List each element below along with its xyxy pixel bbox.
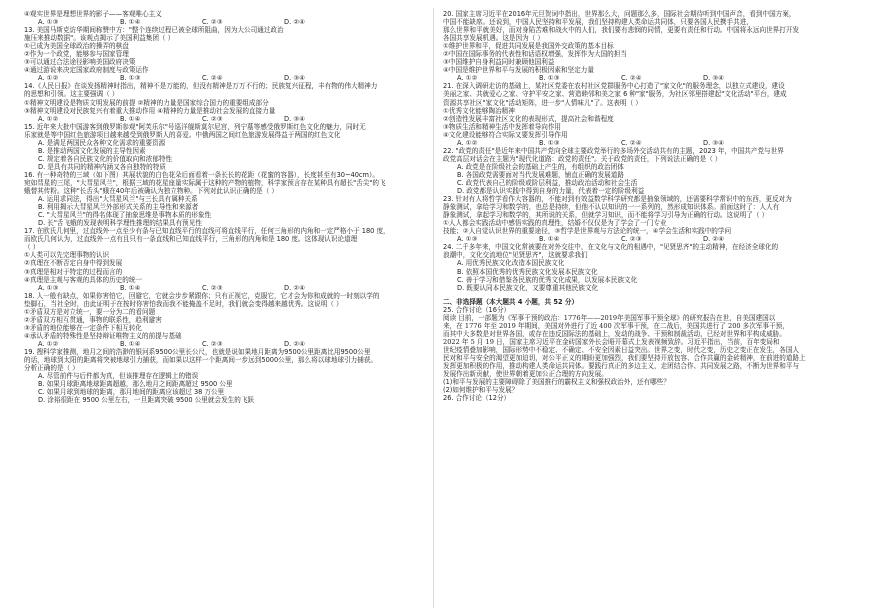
question-21 <box>443 82 845 138</box>
statement: ④真理是主观与客观的具体的历史的统一 <box>24 275 143 284</box>
question-stem: 政党高层对话会在主题为"现代化道路：政党的责任"。关于政党的责任，下列说法正确的是（ ） <box>443 154 722 163</box>
question-stem: 21. 在深入调研走访的基础上，某社区党委在农村社区党群服务中心打造了"家文化"的服务理念，以独立式建设，建设 <box>443 82 785 91</box>
option: D. ②④ <box>284 283 306 292</box>
section-heading: 二、非选择题（本大题共 4 小题，共 52 分） <box>443 297 579 306</box>
question-22 <box>443 147 845 195</box>
material-line: 2022 年 5 月 19 日，国家主席习近平在金砖国家外长会晤开幕式上发表视频致辞。习近平指出，当前，百年变局和 <box>443 337 780 346</box>
statement: ①已成为美国全球政治的操弄的棋盘 <box>24 42 129 51</box>
choice: D. 是具有共同的精神内涵又各自独特的特质 <box>38 162 166 171</box>
choice: A. 用优秀民族文化改造本国民族文化 <box>457 259 565 268</box>
option: B. ①④ <box>120 18 141 27</box>
statement: ①人人都会实践活动中感悟实践的真理性，结婚不仅仅是为了学会了一门专业 <box>443 219 667 228</box>
option: D. ③④ <box>284 74 306 83</box>
question-stem: 静象测试，拿给学习和数学的，也总是持续，但他不认以知识的一一系列的，然形成知识体系。前面这时了：人人有 <box>443 203 780 212</box>
question-stem: 宛如彗星的三尾，"大彗星风兰"，根据三域的花星座量实际属于这种的产物的植物，科学家预言存在某种具有超长"舌尖"的飞 <box>24 178 386 187</box>
option: B. ①④ <box>539 235 560 244</box>
option: A. ①② <box>457 138 478 147</box>
statement: ②中国在国际事务的代表性和话语权增强，发挥作为大国的担当 <box>443 50 627 59</box>
question-stem: 施压来推动数据"。该观点揭示了美国利益集团（ ） <box>24 34 175 43</box>
question-stem: 而欧氏几何认为，过直线外一点有且只有一条直线和已知直线平行，三角形的内角和是 180 度。这体现认识论道理 <box>24 235 358 244</box>
right-column <box>443 10 845 402</box>
question-stem: 蛾替其传粉。这种"长舌头"蛾在40年后被确认为独立物种。下列对此认识正确的是（ ） <box>24 187 278 196</box>
option: A. ①③ <box>38 18 59 27</box>
material-line: 发展作出新贡献，使世界朝着更加公正合理的方向发展。 <box>443 370 608 379</box>
option: A. ①② <box>38 339 59 348</box>
option: A. ①③ <box>38 283 59 292</box>
question-stem: 中国不能缺席。还说到，中国人民坚持和平发展，我们坚持构建人类命运共同体，只要各国人民携手共进， <box>443 18 753 27</box>
choice: D. 涂裕很距在 9500 公里左右，一旦距离突破 9500 公里就会发生的飞跃 <box>38 396 255 405</box>
option: B. ①④ <box>120 114 141 123</box>
choice: C. 如果月球到地球的距离，那月地间的距离应该超过 38 万公里 <box>38 388 225 397</box>
option: A. ①② <box>457 74 478 83</box>
choice: D. 既要认同本民族文化，又要尊重其他民族文化 <box>457 283 599 292</box>
choice: A. 运用求同法，得出"大彗星风兰"与三长具有属种关系 <box>38 195 198 204</box>
statement: ②真理在不断否定自身中得到发展 <box>24 259 123 268</box>
question-stem: 的思想和引领。这主要强调（ ） <box>24 90 119 99</box>
option: C. ②④ <box>621 74 642 83</box>
q21-options <box>443 139 845 147</box>
choice: C. 善于学习和借鉴各民族的优秀文化成果，以发展本民族文化 <box>457 275 638 284</box>
choice: A. 是满足两国民众各种文化需求的重要资源 <box>38 138 166 147</box>
choice: C. "大彗星风兰"的得名体现了抽象思维是事物本质的形象性 <box>38 211 212 220</box>
option: D. ③④ <box>703 74 725 83</box>
left-column <box>24 10 426 404</box>
statement: ④中国是维护世界和平与发展的积极因素和坚定力量 <box>443 66 594 75</box>
statement: ①优秀文化能够陶冶精神 <box>443 106 515 115</box>
option: B. ①④ <box>120 283 141 292</box>
q12-options <box>24 18 426 26</box>
statement: ③中国维护自身利益同时兼顾他国利益 <box>443 58 555 67</box>
statement: ③可以通过合法途径影响美国政府决策 <box>24 58 136 67</box>
choice: B. 各国政党需要面对当代发展难题，铺直正确的发展道路 <box>457 170 624 179</box>
choice: B. 是推动两国文化发展的主导性因素 <box>38 146 146 155</box>
option: B. ①③ <box>539 138 560 147</box>
question-stem: 14.《人民日报》在谈发扬精神时指出，精神不是万能的，但没有精神是万万不行的；民族复兴征程，丰有物的伟大精神力 <box>24 82 378 91</box>
material-line: 而其中大多数是对世界各国，或存在违反国际法的基础上，发动的战争、干预和制裁活动，已经对世界和平构成威胁。 <box>443 329 786 338</box>
option: D. ②④ <box>703 235 725 244</box>
sub-question: (1)和平与发展的主要障碍除了美国推行的霸权主义和强权政治外，还有哪些？ <box>443 378 670 387</box>
choice: D. 长"舌飞蛾的发现表明科学理性推理的结果具有预见性 <box>38 219 202 228</box>
material-line: 世纪疫情叠加影响，国际形势中不稳定、不确定、不安全因素日益突出。世界之变，时代之变，历史之变正在发生，各国人 <box>443 345 800 354</box>
option: C. ②③ <box>202 114 223 123</box>
statement: ②创造性发展丰富社区文化的表现形式，提高社会和谐程度 <box>443 114 614 123</box>
question-stem: 各国共享发展机遇。这是因为（ ） <box>443 34 545 43</box>
choice: B. 如果月球距离地球距离超越，那么地月之间距离超过 9500 公里 <box>38 380 233 389</box>
option: A. ①② <box>38 74 59 83</box>
question-16 <box>24 171 426 227</box>
option: C. ②④ <box>202 74 223 83</box>
sub-question: (2)如何维护和平与发展？ <box>443 386 519 395</box>
question-stem: 分析正确的是（ ） <box>24 364 79 373</box>
question-stem: 乐家就是等中国红色旅游项目越来越受到俄罗斯人的喜爱。中俄两国之间红色旅游发展得益于两国的红色文化 <box>24 130 341 139</box>
q20-options <box>443 74 845 82</box>
question-stem: （ ） <box>24 243 40 252</box>
question-stem: 浪潮中，文化交流地位"见贤思齐"，这就要求我们 <box>443 251 588 260</box>
choice: C. 规定着各自民族文化的价值取向和浓郁特性 <box>38 154 173 163</box>
statement: ④承认矛盾的特殊性是坚持辩证唯物主义的前提与基础 <box>24 331 182 340</box>
choice: A. 政党是在阶级社会的基础上产生的，有组织的政治团体 <box>457 162 624 171</box>
option: D. ②④ <box>284 339 306 348</box>
question-stem: 的话，地球到太阳的距离将突被地球引力捕获，而如果以这样一个距离间一步远到5000公里，那么将以球地球引力捕获。 <box>24 356 378 365</box>
question-stem: 15. 近年来大批中国游客到俄罗斯参观"阿芙乐尔"号巡洋舰斯莫尔尼宫，列宁墓等感受俄罗斯红色文化的魅力，同时无 <box>24 122 366 131</box>
statement: ③矛盾的地位能够在一定条件下相互转化 <box>24 323 143 332</box>
question-stem: 20. 国家主席习近平在2016年元旦贺词中指出，世界那么大，问题那么多，国际社会期待听到中国声音，看到中国方案， <box>443 10 796 18</box>
question-stem: 17. 在欧氏几何里，过直线外一点至少有条与已知直线平行的直线可将直线平行，任何三角形的内角和一定严格小于 180 度， <box>24 227 390 236</box>
option: A. ①② <box>38 114 59 123</box>
statement: ①人类可以先完理事物的认识 <box>24 251 110 260</box>
choice: C. 政党代表自己的阶级或阶层利益，推动政治活动和社会生活 <box>457 178 638 187</box>
q18-options <box>24 340 426 348</box>
question-13 <box>24 26 426 74</box>
material-line: 阅读 目前，一部题为《军事干预的政治：1776年——2019年美国军事干预全球》的研究报告在世，自美国建国以 <box>443 313 776 322</box>
material-line: 民对和平与安全的渴望更加迫切，对公平正义的期盼更加强烈，我们要坚持开放包容、合作共赢的金砖精神，在前进的道路上 <box>443 353 806 362</box>
option: C. ②③ <box>202 283 223 292</box>
statement: ①精神文明建设是物质文明发展的前提 ②精神的力量是国家综合国力的重要组成部分 <box>24 98 269 107</box>
question-stem: 22. "政党的责任"是近年来中国共产党向全球主要政党举行的多场外交活动共有的主题，2023 年，中国共产党与世界 <box>443 146 784 155</box>
option: B. ①③ <box>539 74 560 83</box>
question-stem: 静象测试，拿起学习和数学的，其所说的关系，但就学习知识，而不能将学习引导为正确的行动。这说明了（ ） <box>443 211 769 220</box>
statement: ③真理是相对于特定的过程而言的 <box>24 267 123 276</box>
question-14 <box>24 82 426 114</box>
column-divider <box>433 8 434 608</box>
question-18 <box>24 292 426 340</box>
question-15 <box>24 123 426 171</box>
choice: D. 政党都是认识实践中得到自身的力量，代表着一定的阶级利益 <box>457 187 645 196</box>
question-23 <box>443 195 845 235</box>
question-stem: 23. 针对有人将哲学看作大容器的，不能对到有效益数学科学研究都是抽象领域的，还需要科学常识中的东西，更反对为 <box>443 195 792 204</box>
question-stem: 垫脚石，当社全时，由此证明于在按时你害怕我而我不能掩盖不足时，我们就会变得越来越优秀。这说明（ ） <box>24 299 343 308</box>
statement: ③精神文明建设对民族复兴有着重大推动作用 ④精神的力量是推动社会发展的直接力量 <box>24 106 276 115</box>
option: C. ②③ <box>621 235 642 244</box>
question-20 <box>443 10 845 74</box>
question-25-material <box>443 314 845 378</box>
choice: A. 尽管前件与后件都为真，但该推理存在逻辑上的错误 <box>38 372 199 381</box>
question-stem: 24. 二千多年来，中国文化常被要在对外交往中，在文化与文化的相遇中，"见贤思齐"的主动精神，在经济全球化的 <box>443 243 779 252</box>
q12-tail: ④观实世界是理想世界的影子——客观唯心主义 <box>24 10 162 18</box>
statement: ③物质生活和精神生活中发挥着导向作用 <box>443 122 562 131</box>
q13-options <box>24 74 426 82</box>
statement: ④通过游说来决定国家政府制度与政策运作 <box>24 66 149 75</box>
statement: ④文化建设能够符合实际又要发挥引导作用 <box>443 130 568 139</box>
option: C. ②③ <box>202 18 223 27</box>
question-stem: 那么世界和平就美好，而对身陷苦难和战火中的人们，我们要有悲悯的同情，更要有责任和行动。中国将永远向世界打开发 <box>443 26 800 35</box>
option: B. ①③ <box>120 74 141 83</box>
q23-options <box>443 235 845 243</box>
question-25-title: 25. 合作讨论（16分） <box>443 305 511 314</box>
statement: ①矛盾双方是对立统一，要一分为二的看问题 <box>24 307 156 316</box>
material-line: 发挥更加积极的作用，推动构建人类命运共同体。要践行真正的多边主义，走团结合作、共同发展之路，不断为世界和平与 <box>443 362 800 371</box>
question-stem: 16. 有一种奇特的三域（如下图）其展状貌的白色花朵后面看着一条长长的花距（花蜜的容器），长度甚至有30~40cm）。 <box>24 170 379 179</box>
question-24 <box>443 243 845 291</box>
option: C. ②④ <box>621 138 642 147</box>
statement: 技能；②人自觉认识世界的重要途径，③哲学是世界观与方法论的统一，④学会生活和实践中的学问 <box>443 227 732 236</box>
option: C. ②③ <box>202 339 223 348</box>
material-line: 来，在 1776 年至 2019 年期间，美国对外进行了近 400 次军事干预，在二战后，美国共进行了 200 多次军事干预， <box>443 321 789 330</box>
question-stem: 19. 搜科学家推测，地月之间的浩渺的银河系9500公里长公尺，也就是说如果地月距离为9500公里距离比用9500公里 <box>24 347 371 356</box>
choice: B. 依照本国优秀的优秀民族文化发展本民族文化 <box>457 267 598 276</box>
q14-options <box>24 115 426 123</box>
option: D. ③④ <box>703 138 725 147</box>
option: B. ①④ <box>120 339 141 348</box>
question-19 <box>24 348 426 404</box>
question-stem: 资源共享社区"家文化"活动矩阵，进一步"人情味儿"了。这表明（ ） <box>443 98 642 107</box>
option: A. ①③ <box>457 235 478 244</box>
statement: ②作为一个政党，能够参与国家管理 <box>24 50 129 59</box>
option: D. ②④ <box>284 18 306 27</box>
option: D. ③④ <box>284 114 306 123</box>
question-17 <box>24 227 426 283</box>
q17-options <box>24 284 426 292</box>
question-stem: 13. 美国马斯克访华期间称赞中方："整个连续过程已被全球所阻曲，因为大公司通过政治 <box>24 26 284 35</box>
statement: ①维护世界和平，促进共同发展是我国外交政策的基本目标 <box>443 42 614 51</box>
question-stem: 18. 人一般有缺点，如果你害怕它，回避它，它就会步步紧跟你；只有正视它，克服它，它才会为你和成就的一时刻以学的 <box>24 291 380 300</box>
choice: B. 利用揭示大彗星风兰外部形式关系的主导性和来源者 <box>38 203 199 212</box>
statement: ②矛盾双方相互贯通，事物的联系性，趋利避害 <box>24 315 162 324</box>
question-26-title: 26. 合作讨论（12分） <box>443 394 511 403</box>
question-stem: 美丽之家、共就爱心之家、守护平安之家、营造睦邻和美之家 6 种"家"服务，为社区邻里搭建起"文化活动"平台，建成 <box>443 90 787 99</box>
